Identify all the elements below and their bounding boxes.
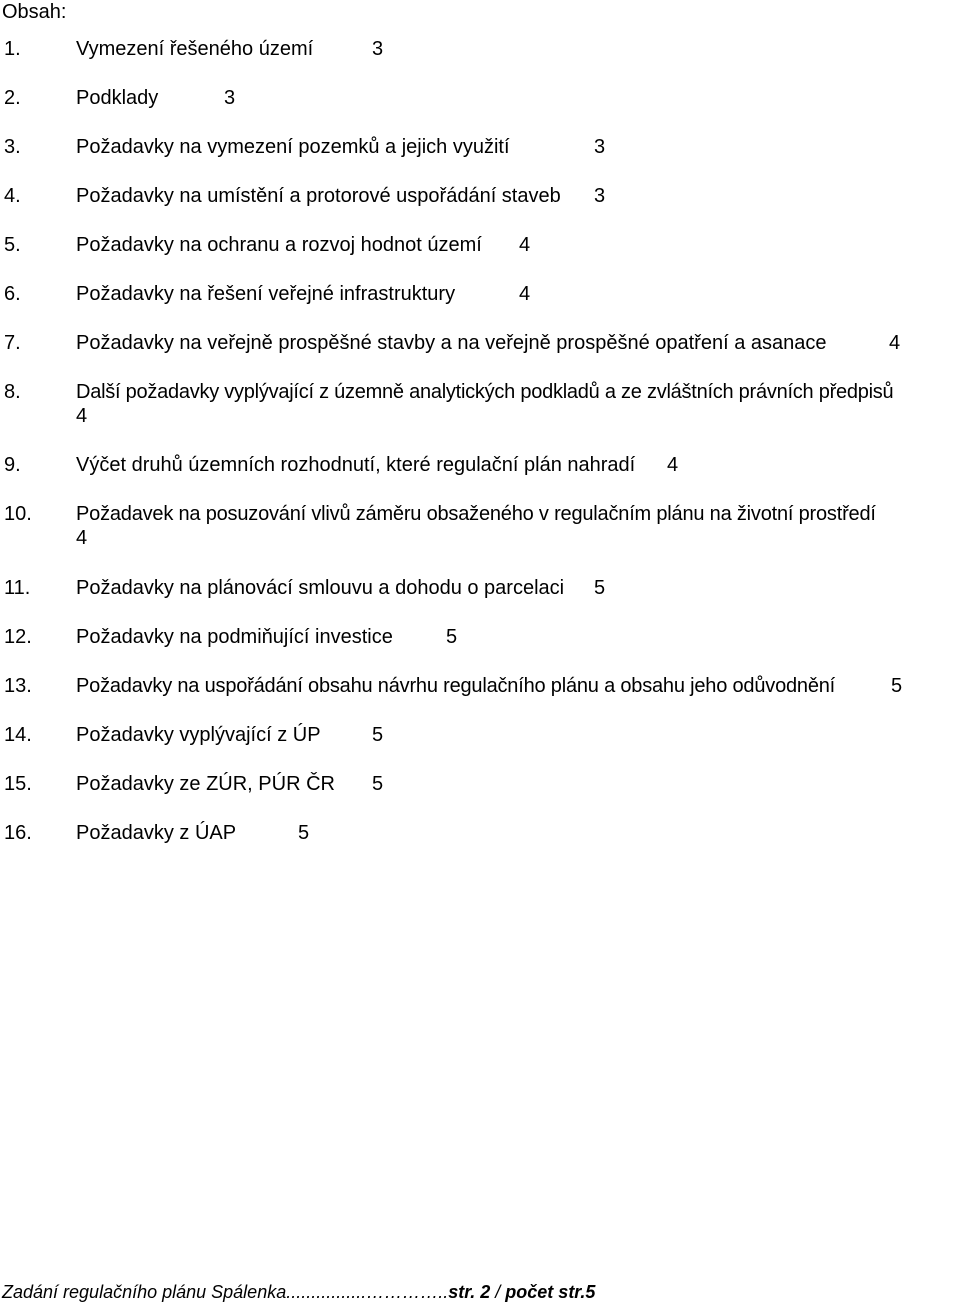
toc-number: 7. — [4, 332, 21, 354]
toc-number: 5. — [4, 234, 21, 256]
toc-page: 5 — [372, 724, 384, 746]
toc-number: 16. — [4, 822, 32, 844]
toc-label: Požadavky na podmiňující investice — [76, 626, 393, 648]
toc-number: 10. — [4, 503, 32, 525]
toc-number: 13. — [4, 675, 32, 697]
page-footer — [2, 1281, 595, 1303]
toc-label: Požadavky na plánovácí smlouvu a dohodu o parcelaci — [76, 577, 565, 599]
toc-number: 3. — [4, 136, 21, 158]
toc-number: 6. — [4, 283, 21, 305]
toc-page: 5 — [298, 822, 310, 844]
toc-label: Požadavky na uspořádání obsahu návrhu regulačního plánu a obsahu jeho odůvodnění — [76, 675, 836, 697]
toc-number: 9. — [4, 454, 21, 476]
toc-page: 3 — [224, 87, 236, 109]
toc-label: Požadavek na posuzování vlivů záměru obsaženého v regulačním plánu na životní prostředí — [76, 503, 876, 525]
toc-page: 3 — [372, 38, 384, 60]
footer-dots: ................………….. — [286, 1282, 449, 1302]
toc-number: 8. — [4, 381, 21, 403]
toc-page: 3 — [594, 185, 606, 207]
toc-number: 11. — [4, 577, 31, 599]
toc-page: 4 — [519, 283, 531, 305]
toc-number: 12. — [4, 626, 32, 648]
toc-label: Výčet druhů územních rozhodnutí, které regulační plán nahradí — [76, 454, 636, 476]
toc-label: Požadavky ze ZÚR, PÚR ČR — [76, 773, 335, 795]
footer-separator: / — [490, 1282, 506, 1302]
toc-page: 4 — [76, 527, 88, 549]
toc-page: 3 — [594, 136, 606, 158]
toc-number: 4. — [4, 185, 21, 207]
toc-page: 4 — [889, 332, 901, 354]
toc-label: Požadavky z ÚAP — [76, 822, 237, 844]
toc-label: Další požadavky vyplývající z územně analytických podkladů a ze zvláštních právních předpisů — [76, 381, 894, 403]
toc-label: Podklady — [76, 87, 159, 109]
toc-page: 5 — [594, 577, 606, 599]
toc-page: 4 — [519, 234, 531, 256]
toc-page: 4 — [667, 454, 679, 476]
footer-page-count: počet str.5 — [505, 1282, 596, 1302]
toc-label: Požadavky na vymezení pozemků a jejich využití — [76, 136, 510, 158]
toc-label: Požadavky vyplývající z ÚP — [76, 724, 321, 746]
toc-label: Požadavky na ochranu a rozvoj hodnot území — [76, 234, 482, 256]
toc-number: 14. — [4, 724, 32, 746]
footer-document-title: Zadání regulačního plánu Spálenka — [2, 1282, 287, 1302]
footer-page-number: str. 2 — [448, 1282, 491, 1302]
toc-label: Požadavky na řešení veřejné infrastruktury — [76, 283, 456, 305]
toc-page: 5 — [891, 675, 903, 697]
toc-number: 1. — [4, 38, 21, 60]
toc-label: Požadavky na veřejně prospěšné stavby a na veřejně prospěšné opatření a asanace — [76, 332, 827, 354]
toc-number: 15. — [4, 773, 32, 795]
toc-page: 5 — [446, 626, 458, 648]
toc-page: 5 — [372, 773, 384, 795]
toc-label: Vymezení řešeného území — [76, 38, 314, 60]
toc-label: Požadavky na umístění a protorové uspořádání staveb — [76, 185, 561, 207]
toc-number: 2. — [4, 87, 21, 109]
toc-page: 4 — [76, 405, 88, 427]
toc-heading: Obsah: — [2, 1, 67, 23]
